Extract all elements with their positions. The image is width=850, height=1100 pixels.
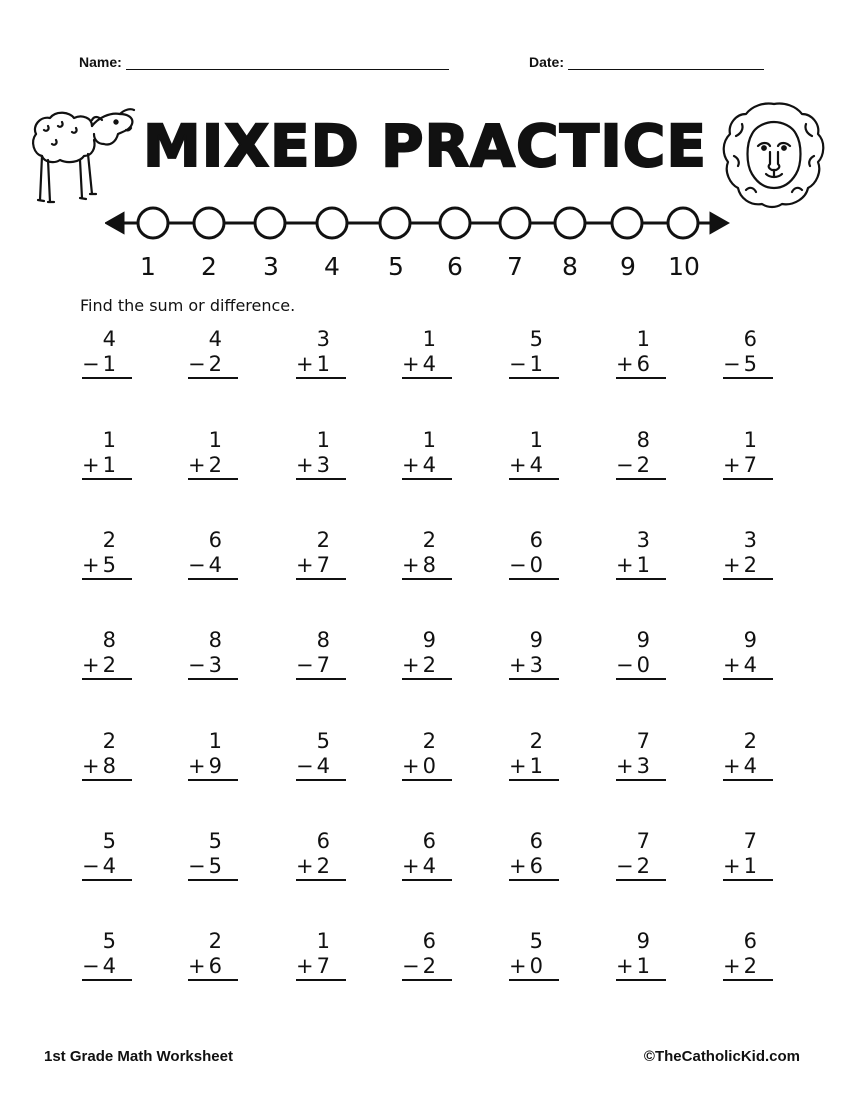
math-problem <box>296 729 346 781</box>
problem-bottom-number: 4 <box>422 854 436 878</box>
problem-bottom-number: 4 <box>422 352 436 376</box>
problem-top-number: 1 <box>208 428 222 452</box>
problem-bottom-number: 5 <box>743 352 757 376</box>
problem-bottom-number: 2 <box>208 453 222 477</box>
date-field <box>529 54 764 70</box>
number-line-label: 2 <box>201 252 217 281</box>
problem-operator: + <box>402 352 420 376</box>
problem-bottom-row[interactable] <box>402 854 452 881</box>
problem-top-number: 2 <box>102 528 116 552</box>
math-problem <box>82 327 132 379</box>
problem-bottom-number: 2 <box>208 352 222 376</box>
math-problem <box>82 829 132 881</box>
problem-bottom-row[interactable] <box>723 854 773 881</box>
problem-bottom-row[interactable] <box>188 954 238 981</box>
problem-bottom-number: 4 <box>422 453 436 477</box>
problem-bottom-number: 0 <box>636 653 650 677</box>
problem-top-number: 2 <box>208 929 222 953</box>
problem-bottom-row[interactable] <box>82 754 132 781</box>
problem-operator: + <box>402 754 420 778</box>
problem-bottom-number: 2 <box>102 653 116 677</box>
problem-operator: + <box>723 854 741 878</box>
problem-operator: + <box>723 453 741 477</box>
problem-bottom-row[interactable] <box>296 954 346 981</box>
problem-top-number: 4 <box>208 327 222 351</box>
problem-bottom-number: 1 <box>743 854 757 878</box>
math-problem <box>402 428 452 480</box>
math-problem <box>188 628 238 680</box>
problem-top-number: 5 <box>529 929 543 953</box>
math-problem <box>723 829 773 881</box>
problem-bottom-row[interactable] <box>616 453 666 480</box>
problem-bottom-row[interactable] <box>296 352 346 379</box>
problem-bottom-row[interactable] <box>723 453 773 480</box>
problem-top-number: 6 <box>529 528 543 552</box>
footer-right: ©TheCatholicKid.com <box>643 1048 800 1065</box>
problem-bottom-number: 3 <box>208 653 222 677</box>
math-problem <box>82 528 132 580</box>
problem-bottom-row[interactable] <box>296 854 346 881</box>
problem-bottom-row[interactable] <box>402 553 452 580</box>
problem-operator: + <box>723 954 741 978</box>
problem-top-number: 1 <box>743 428 757 452</box>
problem-operator: + <box>509 453 527 477</box>
math-problem <box>402 729 452 781</box>
problem-operator: + <box>296 954 314 978</box>
number-line-label: 9 <box>620 252 636 281</box>
problem-bottom-row[interactable] <box>723 553 773 580</box>
problem-bottom-row[interactable] <box>188 453 238 480</box>
problem-bottom-number: 7 <box>316 954 330 978</box>
problem-top-number: 2 <box>422 528 436 552</box>
problem-bottom-number: 1 <box>636 553 650 577</box>
problem-operator: + <box>82 653 100 677</box>
number-line-label: 4 <box>324 252 340 281</box>
problem-bottom-number: 2 <box>636 453 650 477</box>
problem-operator: + <box>402 653 420 677</box>
problem-bottom-number: 8 <box>422 553 436 577</box>
problem-bottom-row[interactable] <box>723 754 773 781</box>
math-problem <box>509 428 559 480</box>
problem-operator: + <box>296 854 314 878</box>
problem-top-number: 6 <box>208 528 222 552</box>
problem-operator: − <box>509 553 527 577</box>
problem-bottom-row[interactable] <box>509 553 559 580</box>
problem-bottom-number: 0 <box>529 954 543 978</box>
math-problem <box>616 829 666 881</box>
problem-bottom-row[interactable] <box>296 754 346 781</box>
math-problem <box>509 528 559 580</box>
problem-bottom-number: 4 <box>316 754 330 778</box>
problem-top-number: 8 <box>636 428 650 452</box>
math-problem <box>509 628 559 680</box>
problem-bottom-number: 7 <box>743 453 757 477</box>
problem-bottom-row[interactable] <box>509 954 559 981</box>
problem-operator: + <box>402 854 420 878</box>
math-problem <box>616 528 666 580</box>
number-line-circle[interactable] <box>380 208 410 238</box>
math-problem <box>509 929 559 981</box>
problem-bottom-row[interactable] <box>402 954 452 981</box>
problem-bottom-row[interactable] <box>296 453 346 480</box>
problem-bottom-number: 8 <box>102 754 116 778</box>
problem-bottom-number: 4 <box>529 453 543 477</box>
problem-operator: − <box>188 854 206 878</box>
problem-top-number: 1 <box>208 729 222 753</box>
problem-bottom-number: 3 <box>316 453 330 477</box>
problem-bottom-number: 1 <box>102 352 116 376</box>
problem-bottom-number: 6 <box>636 352 650 376</box>
problem-operator: + <box>82 553 100 577</box>
problem-top-number: 1 <box>316 929 330 953</box>
problem-top-number: 4 <box>102 327 116 351</box>
problem-bottom-row[interactable] <box>82 453 132 480</box>
problem-operator: + <box>616 352 634 376</box>
problem-bottom-number: 7 <box>316 553 330 577</box>
number-line-circle[interactable] <box>555 208 585 238</box>
problem-bottom-row[interactable] <box>296 653 346 680</box>
math-problem <box>402 628 452 680</box>
math-problem <box>82 428 132 480</box>
problem-operator: + <box>616 954 634 978</box>
instructions: Find the sum or difference. <box>80 296 296 315</box>
problem-top-number: 5 <box>529 327 543 351</box>
problem-top-number: 2 <box>422 729 436 753</box>
problem-bottom-number: 2 <box>743 553 757 577</box>
math-problem <box>616 628 666 680</box>
problem-bottom-number: 6 <box>529 854 543 878</box>
problem-top-number: 1 <box>422 428 436 452</box>
problem-top-number: 1 <box>422 327 436 351</box>
problem-bottom-row[interactable] <box>509 754 559 781</box>
problem-top-number: 8 <box>208 628 222 652</box>
problem-top-number: 6 <box>422 929 436 953</box>
problem-bottom-number: 1 <box>529 754 543 778</box>
problem-bottom-row[interactable] <box>188 854 238 881</box>
problem-bottom-number: 4 <box>102 954 116 978</box>
math-problem <box>188 428 238 480</box>
problem-top-number: 9 <box>529 628 543 652</box>
problem-bottom-number: 7 <box>316 653 330 677</box>
problem-bottom-number: 3 <box>636 754 650 778</box>
number-line-circle[interactable] <box>255 208 285 238</box>
problem-bottom-row[interactable] <box>616 954 666 981</box>
problem-top-number: 7 <box>636 829 650 853</box>
problem-operator: − <box>616 854 634 878</box>
problem-bottom-number: 5 <box>102 553 116 577</box>
problem-bottom-row[interactable] <box>188 754 238 781</box>
problem-operator: + <box>509 854 527 878</box>
problem-top-number: 9 <box>422 628 436 652</box>
math-problem <box>188 729 238 781</box>
problem-operator: + <box>616 754 634 778</box>
problem-bottom-number: 9 <box>208 754 222 778</box>
number-line-circle[interactable] <box>612 208 642 238</box>
problem-top-number: 6 <box>743 327 757 351</box>
number-line-label: 8 <box>562 252 578 281</box>
number-line-label: 10 <box>668 252 700 281</box>
problem-top-number: 9 <box>743 628 757 652</box>
problem-operator: + <box>188 453 206 477</box>
name-field <box>79 54 449 70</box>
problem-bottom-number: 2 <box>422 653 436 677</box>
problem-operator: + <box>509 954 527 978</box>
problem-operator: + <box>509 653 527 677</box>
problem-bottom-number: 0 <box>529 553 543 577</box>
footer-left: 1st Grade Math Worksheet <box>44 1048 233 1065</box>
problem-operator: − <box>188 352 206 376</box>
problem-top-number: 6 <box>422 829 436 853</box>
problem-operator: − <box>509 352 527 376</box>
problem-bottom-number: 1 <box>529 352 543 376</box>
number-line-circle[interactable] <box>317 208 347 238</box>
problem-operator: + <box>723 553 741 577</box>
number-line-circle[interactable] <box>138 208 168 238</box>
problem-top-number: 9 <box>636 929 650 953</box>
problem-operator: + <box>616 553 634 577</box>
number-line-circle[interactable] <box>668 208 698 238</box>
problem-bottom-number: 2 <box>422 954 436 978</box>
math-problem <box>509 327 559 379</box>
problem-bottom-number: 4 <box>208 553 222 577</box>
math-problem <box>188 829 238 881</box>
math-problem <box>82 929 132 981</box>
math-problem <box>402 929 452 981</box>
problem-top-number: 1 <box>102 428 116 452</box>
problem-top-number: 2 <box>316 528 330 552</box>
problem-bottom-row[interactable] <box>188 653 238 680</box>
problem-top-number: 3 <box>636 528 650 552</box>
problem-operator: − <box>402 954 420 978</box>
math-problem <box>509 729 559 781</box>
problem-bottom-number: 1 <box>636 954 650 978</box>
problem-bottom-number: 1 <box>102 453 116 477</box>
problem-operator: − <box>188 553 206 577</box>
math-problem <box>616 929 666 981</box>
problem-bottom-row[interactable] <box>616 854 666 881</box>
problem-bottom-row[interactable] <box>82 352 132 379</box>
problem-top-number: 8 <box>316 628 330 652</box>
problem-bottom-row[interactable] <box>402 352 452 379</box>
problem-operator: + <box>402 453 420 477</box>
problem-operator: + <box>82 754 100 778</box>
problem-operator: + <box>188 754 206 778</box>
problem-bottom-row[interactable] <box>402 653 452 680</box>
problem-bottom-row[interactable] <box>723 954 773 981</box>
problem-top-number: 1 <box>316 428 330 452</box>
math-problem <box>296 628 346 680</box>
problem-operator: − <box>82 854 100 878</box>
problem-operator: − <box>82 352 100 376</box>
problem-bottom-number: 2 <box>636 854 650 878</box>
problem-bottom-number: 2 <box>316 854 330 878</box>
problem-bottom-row[interactable] <box>296 553 346 580</box>
math-problem <box>616 327 666 379</box>
problem-operator: − <box>296 653 314 677</box>
problem-bottom-number: 4 <box>743 653 757 677</box>
problem-bottom-number: 3 <box>529 653 543 677</box>
problem-bottom-row[interactable] <box>82 653 132 680</box>
number-line-label: 3 <box>263 252 279 281</box>
math-problem <box>723 528 773 580</box>
math-problem <box>402 528 452 580</box>
problem-bottom-number: 1 <box>316 352 330 376</box>
problem-operator: − <box>723 352 741 376</box>
problem-operator: + <box>296 553 314 577</box>
problem-bottom-row[interactable] <box>188 352 238 379</box>
math-problem <box>616 729 666 781</box>
problem-operator: − <box>616 653 634 677</box>
math-problem <box>296 829 346 881</box>
problem-operator: − <box>188 653 206 677</box>
page-title: MIXED PRACTICE <box>143 112 707 180</box>
number-line-circle[interactable] <box>500 208 530 238</box>
number-line-circle[interactable] <box>440 208 470 238</box>
problem-top-number: 5 <box>316 729 330 753</box>
problem-top-number: 9 <box>636 628 650 652</box>
problem-bottom-row[interactable] <box>616 553 666 580</box>
problem-top-number: 6 <box>316 829 330 853</box>
math-problem <box>509 829 559 881</box>
problem-top-number: 6 <box>743 929 757 953</box>
problem-top-number: 6 <box>529 829 543 853</box>
math-problem <box>723 929 773 981</box>
problem-operator: + <box>723 754 741 778</box>
problem-operator: + <box>509 754 527 778</box>
problem-top-number: 5 <box>102 829 116 853</box>
math-problem <box>402 327 452 379</box>
math-problem <box>82 628 132 680</box>
problem-bottom-row[interactable] <box>723 352 773 379</box>
name-blank-line[interactable] <box>126 55 449 70</box>
problem-bottom-row[interactable] <box>616 352 666 379</box>
problem-bottom-number: 0 <box>422 754 436 778</box>
math-problem <box>296 929 346 981</box>
problem-bottom-row[interactable] <box>402 453 452 480</box>
problem-bottom-row[interactable] <box>82 954 132 981</box>
date-blank-line[interactable] <box>568 55 764 70</box>
problem-bottom-row[interactable] <box>509 453 559 480</box>
problem-bottom-row[interactable] <box>616 653 666 680</box>
problem-operator: + <box>723 653 741 677</box>
number-line-label: 6 <box>447 252 463 281</box>
problem-operator: − <box>82 954 100 978</box>
math-problem <box>296 327 346 379</box>
math-problem <box>723 428 773 480</box>
problem-top-number: 5 <box>102 929 116 953</box>
problem-top-number: 2 <box>743 729 757 753</box>
math-problem <box>616 428 666 480</box>
problem-operator: + <box>296 352 314 376</box>
problem-operator: + <box>296 453 314 477</box>
problem-operator: − <box>296 754 314 778</box>
problem-operator: + <box>402 553 420 577</box>
name-label: Name: <box>79 54 122 70</box>
problem-top-number: 3 <box>316 327 330 351</box>
number-line-label: 7 <box>507 252 523 281</box>
date-label: Date: <box>529 54 565 70</box>
math-problem <box>188 327 238 379</box>
problem-top-number: 1 <box>636 327 650 351</box>
number-line <box>105 200 730 246</box>
problem-top-number: 5 <box>208 829 222 853</box>
math-problem <box>402 829 452 881</box>
problem-bottom-row[interactable] <box>723 653 773 680</box>
problem-operator: + <box>82 453 100 477</box>
math-problem <box>82 729 132 781</box>
math-problem <box>723 628 773 680</box>
problem-operator: − <box>616 453 634 477</box>
problem-top-number: 2 <box>529 729 543 753</box>
problem-top-number: 8 <box>102 628 116 652</box>
problem-bottom-row[interactable] <box>509 653 559 680</box>
number-line-circle[interactable] <box>194 208 224 238</box>
math-problem <box>296 428 346 480</box>
number-line-label: 1 <box>140 252 156 281</box>
problem-bottom-row[interactable] <box>509 352 559 379</box>
problem-bottom-row[interactable] <box>82 553 132 580</box>
math-problem <box>723 729 773 781</box>
problem-top-number: 7 <box>636 729 650 753</box>
math-problem <box>723 327 773 379</box>
math-problem <box>188 929 238 981</box>
problem-bottom-row[interactable] <box>188 553 238 580</box>
number-line-label: 5 <box>388 252 404 281</box>
problem-bottom-row[interactable] <box>616 754 666 781</box>
problem-top-number: 7 <box>743 829 757 853</box>
problem-bottom-number: 4 <box>743 754 757 778</box>
math-problem <box>188 528 238 580</box>
problem-top-number: 3 <box>743 528 757 552</box>
problem-bottom-row[interactable] <box>509 854 559 881</box>
problem-bottom-number: 5 <box>208 854 222 878</box>
problem-bottom-number: 4 <box>102 854 116 878</box>
problem-bottom-number: 2 <box>743 954 757 978</box>
problem-operator: + <box>188 954 206 978</box>
problem-bottom-row[interactable] <box>402 754 452 781</box>
problem-top-number: 2 <box>102 729 116 753</box>
problem-top-number: 1 <box>529 428 543 452</box>
problem-bottom-row[interactable] <box>82 854 132 881</box>
problem-bottom-number: 6 <box>208 954 222 978</box>
math-problem <box>296 528 346 580</box>
